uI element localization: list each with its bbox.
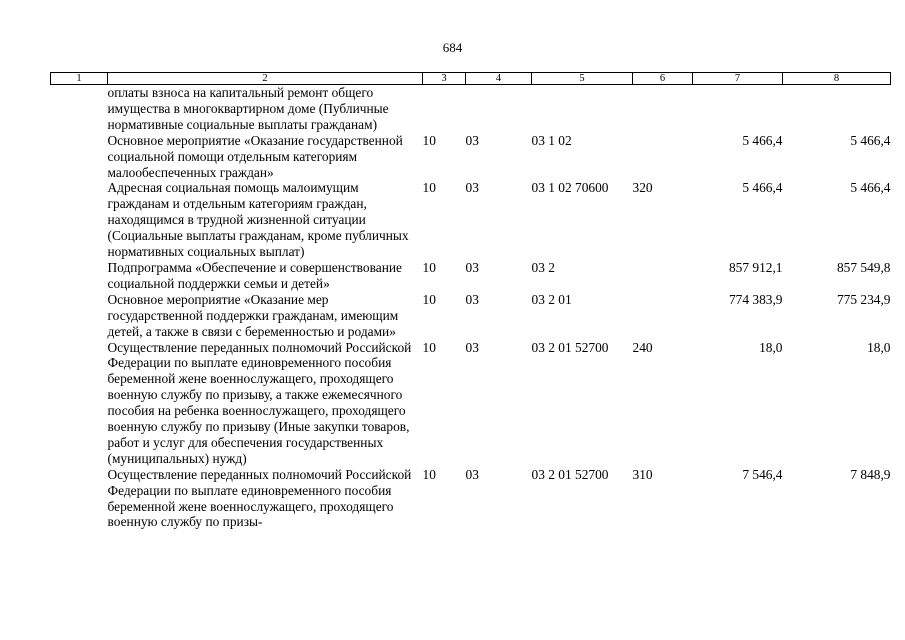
column-header: 6 <box>633 73 693 85</box>
row-name: Основное мероприятие «Оказание государственной социальной помощи отдельным категориям малообеспеченных граждан» <box>107 132 403 180</box>
table-row <box>51 85 891 133</box>
row-name: Адресная социальная помощь малоимущим гражданам и отдельным категориям граждан, находящимся в трудной жизненной ситуации (Социальные выплаты гражданам, кроме публичных нормативных социальных выплат) <box>107 180 409 260</box>
column-header: 4 <box>466 73 532 85</box>
row-amount-col8: 7 848,9 <box>850 466 891 482</box>
table-row <box>51 292 891 340</box>
row-amount-col8: 857 549,8 <box>836 259 891 275</box>
row-section: 10 <box>422 180 436 196</box>
row-name: Осуществление переданных полномочий Российской Федерации по выплате единовременного пособия беременной жене военнослужащего, проходящего военную службу по призыву, а также ежемесячного пособия на ребенка военнослужащего, проходящего военную службу по призыву (Иные закупки товаров, работ и услуг для обеспечения государственных (муниципальных) нужд) <box>107 339 412 466</box>
row-amount-col7: 5 466,4 <box>742 132 783 148</box>
row-amount-col8 <box>783 85 891 133</box>
column-header: 5 <box>532 73 633 85</box>
column-header: 7 <box>693 73 783 85</box>
row-section: 10 <box>422 259 436 275</box>
table-row <box>51 133 891 181</box>
row-amount-col7: 774 383,9 <box>728 291 783 307</box>
row-amount-col7: 857 912,1 <box>728 259 783 275</box>
row-amount-col7: 5 466,4 <box>742 180 783 196</box>
table-row <box>51 340 891 467</box>
row-amount-col8: 5 466,4 <box>850 132 891 148</box>
row-subsection: 03 <box>465 339 479 355</box>
row-expense-type <box>633 133 693 181</box>
row-amount-col8: 18,0 <box>867 339 891 355</box>
row-target-article: 03 1 02 <box>531 132 572 148</box>
row-section: 10 <box>422 291 436 307</box>
row-target-article: 03 2 01 52700 <box>531 466 609 482</box>
row-target-article: 03 2 01 52700 <box>531 339 609 355</box>
row-subsection: 03 <box>465 466 479 482</box>
row-expense-type <box>633 260 693 292</box>
row-section <box>423 85 466 133</box>
row-amount-col7 <box>693 85 783 133</box>
column-header: 3 <box>423 73 466 85</box>
table-row <box>51 260 891 292</box>
row-name: Осуществление переданных полномочий Российской Федерации по выплате единовременного пособия беременной жене военнослужащего, проходящего военную службу по призы- <box>107 466 412 530</box>
row-target-article: 03 1 02 70600 <box>531 180 609 196</box>
row-expense-type <box>633 85 693 133</box>
row-target-article: 03 2 01 <box>531 291 572 307</box>
row-amount-col7: 7 546,4 <box>742 466 783 482</box>
table-row <box>51 467 891 531</box>
page-number: 684 <box>442 40 463 55</box>
row-subsection: 03 <box>465 132 479 148</box>
row-expense-type <box>633 292 693 340</box>
row-amount-col8: 775 234,9 <box>836 291 891 307</box>
row-amount-col8: 5 466,4 <box>850 180 891 196</box>
column-header: 8 <box>783 73 891 85</box>
row-subsection <box>466 85 532 133</box>
row-subsection: 03 <box>465 291 479 307</box>
row-subsection: 03 <box>465 180 479 196</box>
column-number-header-row <box>51 73 891 85</box>
row-section: 10 <box>422 466 436 482</box>
row-target-article: 03 2 <box>531 259 555 275</box>
column-header: 1 <box>51 73 108 85</box>
table-row <box>51 180 891 260</box>
row-name: оплаты взноса на капитальный ремонт общего имущества в многоквартирном доме (Публичные нормативные социальные выплаты гражданам) <box>107 85 389 132</box>
column-header: 2 <box>108 73 423 85</box>
row-expense-type: 240 <box>632 339 653 355</box>
row-expense-type: 310 <box>632 466 653 482</box>
row-expense-type: 320 <box>632 180 653 196</box>
row-section: 10 <box>422 132 436 148</box>
row-name: Основное мероприятие «Оказание мер государственной поддержки гражданам, имеющим детей, а также в связи с беременностью и родами» <box>107 291 399 339</box>
row-name: Подпрограмма «Обеспечение и совершенствование социальной поддержки семьи и детей» <box>107 259 402 291</box>
row-target-article <box>532 85 633 133</box>
row-subsection: 03 <box>465 259 479 275</box>
row-amount-col7: 18,0 <box>759 339 783 355</box>
budget-table <box>50 72 891 530</box>
row-section: 10 <box>422 339 436 355</box>
